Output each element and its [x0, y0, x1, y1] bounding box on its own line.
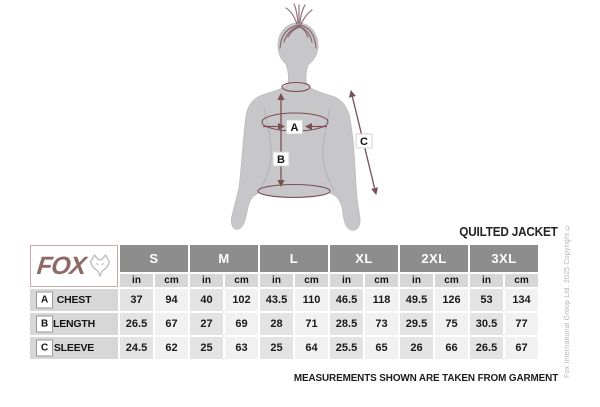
- value-length-l-in: 28: [260, 313, 293, 335]
- footer-note: MEASUREMENTS SHOWN ARE TAKEN FROM GARMENT: [293, 372, 558, 384]
- brand-logo-cell: [30, 245, 118, 287]
- value-sleeve-2xl-cm: 66: [435, 337, 468, 359]
- unit-header-l-cm: cm: [295, 274, 328, 287]
- unit-header-s-in: in: [120, 274, 153, 287]
- value-length-xl-in: 28.5: [330, 313, 363, 335]
- size-header-l: L: [260, 245, 328, 272]
- row-letter-c: C: [36, 340, 53, 357]
- value-sleeve-l-in: 25: [260, 337, 293, 359]
- value-chest-m-in: 40: [190, 289, 223, 311]
- value-length-xl-cm: 73: [365, 313, 398, 335]
- size-table: [28, 243, 540, 361]
- unit-header-xl-in: in: [330, 274, 363, 287]
- value-sleeve-3xl-cm: 67: [505, 337, 538, 359]
- row-letter-a: A: [36, 292, 53, 309]
- brand-logo-text: FOX: [35, 251, 88, 280]
- value-length-l-cm: 71: [295, 313, 328, 335]
- value-chest-3xl-in: 53: [470, 289, 503, 311]
- value-length-s-cm: 67: [155, 313, 188, 335]
- row-letter-b: B: [36, 316, 53, 333]
- unit-header-3xl-in: in: [470, 274, 503, 287]
- value-chest-2xl-in: 49.5: [400, 289, 433, 311]
- size-header-row-container: [30, 245, 538, 272]
- value-chest-2xl-cm: 126: [435, 289, 468, 311]
- value-sleeve-m-in: 25: [190, 337, 223, 359]
- value-length-3xl-cm: 77: [505, 313, 538, 335]
- size-header-m: M: [190, 245, 258, 272]
- value-length-3xl-in: 30.5: [470, 313, 503, 335]
- value-sleeve-2xl-in: 26: [400, 337, 433, 359]
- value-length-m-cm: 69: [225, 313, 258, 335]
- unit-header-m-cm: cm: [225, 274, 258, 287]
- value-chest-s-in: 37: [120, 289, 153, 311]
- page-title: QUILTED JACKET: [459, 225, 558, 239]
- unit-header-xl-cm: cm: [365, 274, 398, 287]
- unit-header-m-in: in: [190, 274, 223, 287]
- value-length-2xl-cm: 75: [435, 313, 468, 335]
- unit-header-l-in: in: [260, 274, 293, 287]
- value-chest-l-in: 43.5: [260, 289, 293, 311]
- value-length-m-in: 27: [190, 313, 223, 335]
- unit-header-3xl-cm: cm: [505, 274, 538, 287]
- value-chest-3xl-cm: 134: [505, 289, 538, 311]
- diagram-label-b: B: [277, 154, 285, 166]
- diagram-label-c: C: [360, 136, 368, 148]
- value-sleeve-xl-cm: 65: [365, 337, 398, 359]
- fox-head-icon: [89, 254, 111, 278]
- value-chest-l-cm: 110: [295, 289, 328, 311]
- size-header-3xl: 3XL: [470, 245, 538, 272]
- unit-header-2xl-in: in: [400, 274, 433, 287]
- size-header-2xl: 2XL: [400, 245, 468, 272]
- value-sleeve-l-cm: 64: [295, 337, 328, 359]
- row-label-text: SLEEVE: [53, 342, 95, 354]
- copyright-text: Fox International Group Ltd. 2025 Copyright ©: [564, 223, 571, 378]
- row-label-text: CHEST: [56, 294, 92, 306]
- row-label-cell-sleeve: [30, 337, 118, 359]
- unit-header-s-cm: cm: [155, 274, 188, 287]
- measurement-row-chest: [30, 289, 538, 311]
- size-header-xl: XL: [330, 245, 398, 272]
- unit-header-2xl-cm: cm: [435, 274, 468, 287]
- measurement-row-sleeve: [30, 337, 538, 359]
- value-sleeve-s-cm: 62: [155, 337, 188, 359]
- value-chest-m-cm: 102: [225, 289, 258, 311]
- measurement-row-length: [30, 313, 538, 335]
- value-length-s-in: 26.5: [120, 313, 153, 335]
- row-label-text: LENGTH: [53, 318, 95, 330]
- diagram-label-a: A: [290, 122, 299, 134]
- row-label-cell-chest: [30, 289, 118, 311]
- value-sleeve-xl-in: 25.5: [330, 337, 363, 359]
- value-sleeve-3xl-in: 26.5: [470, 337, 503, 359]
- value-length-2xl-in: 29.5: [400, 313, 433, 335]
- row-label-cell-length: [30, 313, 118, 335]
- value-chest-xl-in: 46.5: [330, 289, 363, 311]
- value-sleeve-s-in: 24.5: [120, 337, 153, 359]
- size-header-s: S: [120, 245, 188, 272]
- value-chest-s-cm: 94: [155, 289, 188, 311]
- value-sleeve-m-cm: 63: [225, 337, 258, 359]
- value-chest-xl-cm: 118: [365, 289, 398, 311]
